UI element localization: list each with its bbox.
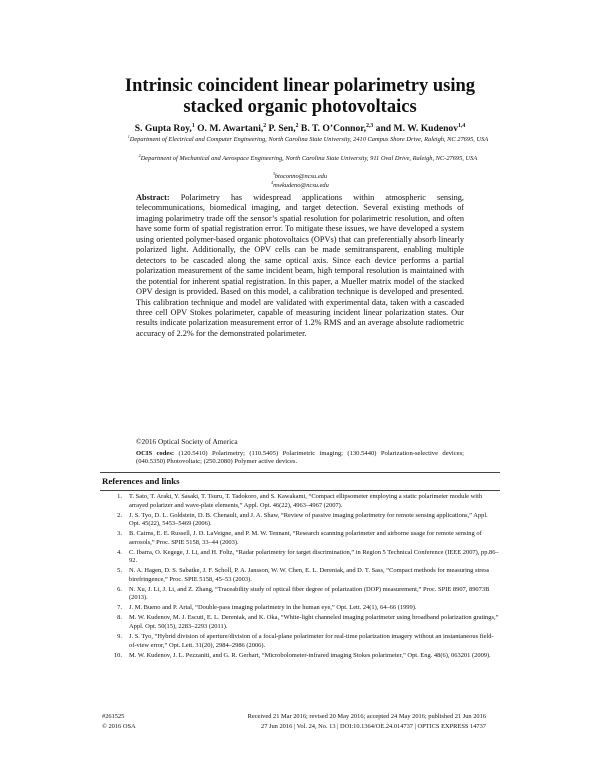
author-affiliation-mark: 1 xyxy=(191,122,195,129)
reference-number: 2. xyxy=(117,511,122,519)
email-line-2 xyxy=(150,182,450,190)
author-name: and M. W. Kudenov xyxy=(373,123,459,134)
author-affiliation-mark: 2,3 xyxy=(366,122,374,129)
reference-text: N. Xu, J. Li, J. Li, and Z. Zhang, “Traceability study of optical fiber degree of polarization (DOP) measurement,” Proc. SPIE 8907, 89073B (2013). xyxy=(129,585,490,602)
publication-dates: Received 21 Mar 2016; revised 20 May 2016; accepted 24 May 2016; published 21 Jun 2016 xyxy=(247,713,486,720)
affiliation-mark: 1 xyxy=(127,134,130,139)
references-heading: References and links xyxy=(102,476,180,486)
reference-text: B. Cairns, E. E. Russell, J. D. LaVeigne, and P. M. W. Tennant, “Research scanning polarimeter and airborne usage for remote sensing of aerosols,” Proc. SPIE 5158, 33–44 (2003). xyxy=(129,530,482,546)
author-name: O. M. Awartani, xyxy=(194,123,264,134)
author-affiliation-mark: 2 xyxy=(263,122,267,129)
reference-text: J. M. Bueno and P. Artal, “Double-pass imaging polarimetry in the human eye,” Opt. Lett. 24(1), 64–66 (1999). xyxy=(129,604,417,612)
affiliation-text: Department of Mechanical and Aerospace Engineering, North Carolina State University, 911 Oval Drive, Raleigh, NC-27695, USA xyxy=(140,155,478,162)
author-name: S. Gupta Roy, xyxy=(134,123,192,134)
reference-number: 3. xyxy=(117,530,122,538)
reference-number: 6. xyxy=(117,585,122,593)
reference-text: J. S. Tyo, “Hybrid division of aperture/division of a focal-plane polarimeter for real-time polarization imagery without an instantaneous field-of-view error,” Opt. Lett. 31(20), 2984–2986 (2006). xyxy=(129,633,494,649)
email-address[interactable]: btoconno@ncsu.edu xyxy=(274,173,328,180)
reference-number: 7. xyxy=(117,604,122,612)
abstract-text: Polarimetry has widespread applications within atmospheric sensing, telecommunications, biomedical imaging, and target detection. Several existing methods of imaging polarimetry trade off the sensor’s spatial resolution for polarimetric resolution, and often have some form of spatial registration error. To mitigate these issues, we have developed a system using oriented polymer-based organic photovoltaics (OPVs) that can preferentially absorb linearly polarized light. Additionally, the OPV cells can be made semitransparent, enabling multiple detectors to be cascaded along the same optical axis. Since each device performs a partial polarization measurement of the same incident beam, high temporal resolution is maintained with the potential for inherent spatial registration. In this paper, a Mueller matrix model of the stacked OPV design is provided. Based on this model, a calibration technique is developed and presented. This calibration technique and model are validated with experimental data, taken with a cascaded three cell OPV Stokes polarimeter, capable of measuring incident linear polarization states. Our results indicate polarization measurement error of 1.2% RMS and an average absolute radiometric accuracy of 2.2% for the demonstrated polarimeter. xyxy=(136,193,464,338)
reference-item xyxy=(100,493,500,510)
divider-bottom xyxy=(100,490,500,491)
reference-item xyxy=(100,586,500,603)
reference-number: 8. xyxy=(117,614,122,622)
abstract-label: Abstract: xyxy=(136,193,170,202)
affiliation-2 xyxy=(108,155,508,163)
journal-citation: 27 Jun 2016 | Vol. 24, No. 13 | DOI:10.1364/OE.24.014737 | OPTICS EXPRESS 14737 xyxy=(261,723,486,730)
copyright-notice: ©2016 Optical Society of America xyxy=(136,437,238,446)
reference-item xyxy=(100,512,500,529)
email-mark: 4 xyxy=(271,180,274,185)
reference-number: 10. xyxy=(113,651,122,659)
email-line-1 xyxy=(150,173,450,181)
osa-copyright: © 2016 OSA xyxy=(102,723,136,730)
email-address[interactable]: mwkudeno@ncsu.edu xyxy=(273,182,329,189)
email-mark: 3 xyxy=(272,171,275,176)
reference-item xyxy=(100,549,500,566)
reference-number: 1. xyxy=(117,493,122,500)
author-affiliation-mark: 2 xyxy=(295,122,299,129)
reference-list xyxy=(100,493,500,662)
reference-text: C. Ibarra, O. Kegege, J. Li, and H. Foltz, “Radar polarimetry for target discrimination,” in Region 5 Technical Conference (IEEE 2007), pp.86–92. xyxy=(129,548,499,565)
reference-text: J. S. Tyo, D. L. Goldstein, D. B. Chenault, and J. A. Shaw, “Review of passive imaging polarimetry for remote sensing applications,” Appl. Opt. 45(22), 5453–5469 (2006). xyxy=(129,511,488,528)
reference-text: T. Sato, T. Araki, Y. Sasaki, T. Tsuru, T. Tadokoro, and S. Kawakami, “Compact ellipsometer employing a static polarimeter module with arrayed polarizer and wave-plate elements,” Appl. Opt. 46(22), 4963–4967 (2007). xyxy=(129,493,483,509)
ocis-codes xyxy=(136,450,464,467)
reference-number: 5. xyxy=(117,567,122,575)
reference-item xyxy=(100,604,500,613)
ocis-label: OCIS codes: xyxy=(136,450,175,457)
reference-item xyxy=(100,567,500,584)
affiliation-mark: 2 xyxy=(138,153,141,158)
title-line-1: Intrinsic coincident linear polarimetry using xyxy=(124,76,476,96)
reference-item xyxy=(100,652,500,661)
author-affiliation-mark: 1,4 xyxy=(458,122,466,129)
divider-top xyxy=(100,472,500,473)
title-line-2: stacked organic photovoltaics xyxy=(183,97,417,117)
ocis-text: (120.5410) Polarimetry; (110.5405) Polarimetric imaging; (130.5440) Polarization-selective devices; (040.5350) Photovoltaic; (250.2080) Polymer active devices. xyxy=(136,450,464,466)
reference-number: 9. xyxy=(117,633,122,641)
reference-text: N. A. Hagen, D. S. Sabatke, J. F. Scholl, P. A. Jansson, W. W. Chen, E. L. Dereniak, and D. T. Sass, “Compact methods for measuring stress birefringence,” Proc. SPIE 5158, 45–53 (2003). xyxy=(129,567,490,583)
affiliation-text: Department of Electrical and Computer Engineering, North Carolina State University, 2410 Campus Shore Drive, Raleigh, NC 27695, USA xyxy=(129,136,489,143)
reference-item xyxy=(100,633,500,650)
abstract xyxy=(136,193,464,339)
author-name: B. T. O’Connor, xyxy=(298,123,367,134)
reference-text: M. W. Kudenov, J. L. Pezzaniti, and G. R. Gerhart, “Microbolometer-infrared imaging Stokes polarimeter,” Opt. Eng. 48(6), 063201 (2009). xyxy=(129,651,491,659)
paper-title xyxy=(60,76,540,118)
reference-number: 4. xyxy=(117,548,122,556)
reference-item xyxy=(100,530,500,547)
article-id: #261525 xyxy=(102,713,125,720)
author-name: P. Sen, xyxy=(266,123,296,134)
reference-item xyxy=(100,614,500,631)
author-list xyxy=(40,123,560,135)
reference-text: M. W. Kudenov, M. J. Escuti, E. L. Dereniak, and K. Oka, “White-light channeled imaging polarimeter using broadband polarization gratings,” Appl. Opt. 50(15), 2283–2293 (2011). xyxy=(129,614,499,631)
affiliation-1 xyxy=(108,136,508,144)
